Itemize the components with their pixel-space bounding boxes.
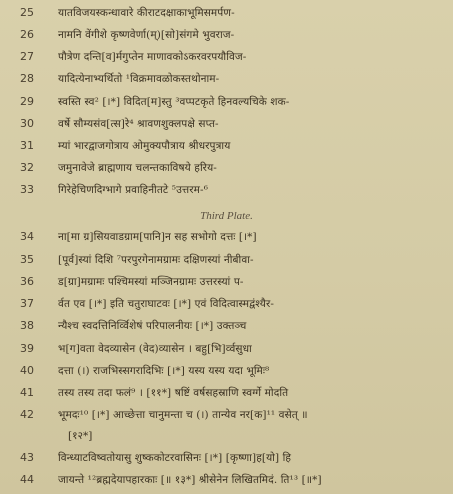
line-number: 34 bbox=[20, 230, 34, 243]
line-number: 29 bbox=[20, 95, 34, 108]
line-text: स्वस्ति स्व² [।*] विदित[म]स्तु ³वप्पटकृते हिनवल्यचिके शक- bbox=[58, 96, 290, 108]
line-number: 27 bbox=[20, 50, 34, 63]
line-number: 28 bbox=[20, 72, 34, 85]
line-text: ना[मा ग्र]सियवाडग्राम[पानि]न सह सभोगो दत्तः [।*] bbox=[58, 231, 257, 243]
line-number: 36 bbox=[20, 275, 34, 288]
line-number: 30 bbox=[20, 117, 34, 130]
line-number: 35 bbox=[20, 253, 34, 266]
line-number: 41 bbox=[20, 386, 34, 399]
line-text: नामनि वेंगीशे कृष्णवेर्णा(म्)[सो]संगमे भुवराज- bbox=[58, 29, 235, 41]
line-text: तस्य तस्य तदा फलं⁹ । [११*] षष्टिं वर्षसहस्राणि स्वर्ग्गे मोदति bbox=[58, 387, 289, 399]
line-number: 26 bbox=[20, 28, 34, 41]
line-text: म्यां भारद्वाजगोत्राय ओमुक्यपौत्राय श्रीधरपुत्राय bbox=[58, 140, 231, 152]
line-number: 42 bbox=[20, 408, 34, 421]
line-text: वर्षे सौम्यसंव[त्स]रे⁴ श्रावणशुक्लपक्षे सप्त- bbox=[58, 118, 219, 130]
line-text: [पूर्व]स्यां दिशि ⁷परपुरगेनामग्रामः दक्षिणस्यां नीबीवा- bbox=[58, 254, 254, 266]
line-number: 25 bbox=[20, 6, 34, 19]
line-text: पौत्रेण दन्ति[व]र्मगुप्तेन माणावकोऽकरवरपयौविज- bbox=[58, 51, 247, 63]
line-text: ड[ग्रा]मग्रामः पश्चिमस्यां मञ्जिनग्रामः उत्तरस्यां प- bbox=[58, 276, 244, 288]
line-text: जमुनावेजे ब्राह्मणाय चलन्तकाविषये हरिय- bbox=[58, 162, 217, 174]
plate-heading: Third Plate. bbox=[200, 210, 253, 222]
line-number: 40 bbox=[20, 364, 34, 377]
line-text: यातविजयस्कन्धावारे कीराटदक्षाकाभूमिसमर्पण- bbox=[58, 7, 235, 19]
line-text: भ[ग]वता वेदव्यासेन (वेद)व्यासेन । बहु[भि]र्व्वसुधा bbox=[58, 343, 252, 355]
line-number: 33 bbox=[20, 183, 34, 196]
line-number: 37 bbox=[20, 297, 34, 310]
line-number: 38 bbox=[20, 319, 34, 332]
line-number: 39 bbox=[20, 342, 34, 355]
line-text: जायन्ते ¹²ब्रह्मदेयापहारकाः [॥ १३*] श्रीसेनेन लिखितमिदं. ति¹³ [॥*] bbox=[58, 474, 322, 486]
verse-number: [१२*] bbox=[68, 430, 93, 442]
line-text: दत्ता (।) राजभिस्सगरादिभिः [।*] यस्य यस्य यदा भूमिः⁸ bbox=[58, 365, 270, 377]
line-number: 31 bbox=[20, 139, 34, 152]
line-text: यादित्येनाभ्यर्थितो ¹विक्रमावळोकस्तथोनाम- bbox=[58, 73, 220, 85]
line-number: 43 bbox=[20, 451, 34, 464]
line-number: 44 bbox=[20, 473, 34, 486]
line-number: 32 bbox=[20, 161, 34, 174]
line-text: न्यैश्च स्वदत्तिनिर्व्विशेषं परिपालनीयः [।*] उक्तञ्च bbox=[58, 320, 247, 332]
line-text: गिरेहेचिणदिग्भागे प्रवाहिनीतटे ⁵उत्तरम-⁶ bbox=[58, 184, 209, 196]
line-text: विन्ध्याटविष्वतोयासु शुष्ककोटरवासिनः [।*] [कृष्णा]ह[यो] हि bbox=[58, 452, 292, 464]
line-text: भूमदः¹⁰ [।*] आच्छेत्ता चानुमन्ता च (।) तान्येव नर[क]¹¹ वसेत् ॥ bbox=[58, 409, 308, 421]
line-text: र्वत एव [।*] इति चतुराघाटवः [।*] एवं विदित्वास्मद्वंश्यैर- bbox=[58, 298, 275, 310]
